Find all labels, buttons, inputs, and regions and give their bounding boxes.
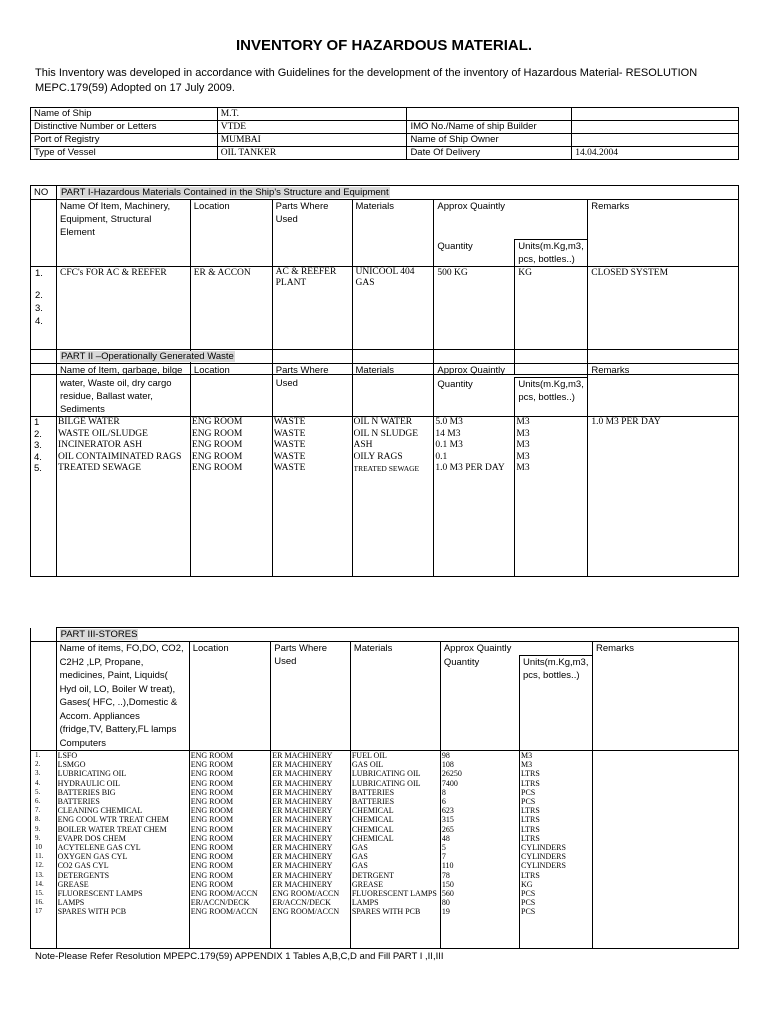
material: GREASE [351, 879, 383, 889]
row-number: 3. [35, 303, 43, 314]
quantity: 150 [441, 879, 454, 889]
location: ENG ROOM [191, 417, 243, 427]
part2-materials [352, 417, 434, 577]
unit: LTRS [521, 778, 540, 788]
unit: LTRS [521, 870, 540, 880]
ship-info-table [30, 107, 739, 160]
part2-header-location: Location [190, 364, 272, 417]
location: ENG ROOM [190, 833, 234, 843]
part1-header-location: Location [190, 200, 272, 267]
remark: 1.0 M3 PER DAY [591, 417, 661, 427]
material: DETRGENT [351, 870, 395, 880]
location: ENG ROOM [190, 806, 234, 816]
quantity: 560 [441, 889, 454, 899]
row-number: 13. [35, 870, 44, 879]
parts-used: WASTE [273, 440, 306, 450]
quantity: 26250 [441, 769, 462, 779]
item-name: BOILER WATER TREAT CHEM [57, 824, 167, 834]
location: ENG ROOM [190, 843, 234, 853]
parts-used: ER MACHINERY [272, 797, 333, 807]
part1-header-materials: Materials [352, 200, 434, 267]
parts-used: ER MACHINERY [272, 751, 333, 760]
location: ENG ROOM/ACCN [190, 907, 258, 917]
part1-table [30, 185, 739, 375]
location: ENG ROOM [190, 815, 234, 825]
part2-table [30, 349, 739, 577]
row-number: 3. [34, 440, 42, 451]
part3-materials [350, 751, 440, 949]
part3-title: PART III-STORES [60, 629, 138, 640]
part1-location: ER & ACCON [190, 267, 272, 375]
material: GAS [351, 852, 368, 862]
material: ASH [353, 440, 373, 450]
part3-parts [271, 751, 351, 949]
unit: M3 [521, 751, 533, 760]
row-number: 14. [35, 879, 44, 888]
part3-header-approx: Approx Quaintly [440, 642, 592, 656]
parts-used: ER MACHINERY [272, 870, 333, 880]
part1-header-units: Units(m.Kg,m3, pcs, bottles..) [515, 240, 588, 267]
location: ENG ROOM [190, 769, 234, 779]
part3-header-remarks: Remarks [592, 642, 738, 751]
quantity: 108 [441, 760, 454, 770]
material: OIL N SLUDGE [353, 428, 419, 439]
quantity: 7400 [441, 778, 458, 788]
material: LUBRICATING OIL [351, 769, 421, 779]
row-number: 3. [35, 769, 41, 778]
material: CHEMICAL [351, 815, 394, 825]
item-name: HYDRAULIC OIL [57, 778, 120, 788]
parts-used: ER MACHINERY [272, 843, 333, 853]
quantity: 315 [441, 815, 454, 825]
parts-used: ER/ACCN/DECK [272, 898, 331, 908]
location: ENG ROOM [190, 751, 234, 760]
item-name: CLEANING CHEMICAL [57, 806, 143, 816]
quantity: 8 [441, 787, 446, 797]
imo-value [572, 121, 739, 134]
quantity: 19 [441, 907, 450, 917]
row-number: 1 [34, 417, 40, 428]
row-number: 9. [35, 833, 41, 842]
parts-used: ER MACHINERY [272, 879, 333, 889]
parts-used: ENG ROOM/ACCN [272, 889, 340, 899]
part1-units: KG [515, 267, 588, 375]
unit: M3 [516, 440, 530, 450]
part3-header-quantity: Quantity [440, 656, 519, 751]
unit: KG [521, 879, 533, 889]
quantity: 0.1 M3 [435, 440, 463, 450]
unit: CYLINDERS [521, 843, 566, 853]
parts-used: ER MACHINERY [272, 824, 333, 834]
parts-used: ER MACHINERY [272, 778, 333, 788]
material: CHEMICAL [351, 833, 394, 843]
material: GAS OIL [351, 760, 384, 770]
item-name: LAMPS [57, 898, 85, 908]
material: OILY RAGS [353, 451, 403, 462]
item-name: BILGE WATER [57, 417, 120, 427]
item-name: OXYGEN GAS CYL [57, 852, 128, 862]
parts-used: ER MACHINERY [272, 815, 333, 825]
row-number: 11. [35, 852, 44, 861]
unit: LTRS [521, 815, 540, 825]
imo-label: IMO No./Name of ship Builder [407, 121, 572, 134]
part1-item-name: CFC's FOR AC & REEFER [56, 267, 190, 375]
part2-numbers [31, 417, 57, 577]
part2-parts [272, 417, 352, 577]
ship-name-value: M.T. [217, 108, 407, 121]
part3-header-materials: Materials [350, 642, 440, 751]
part2-header-parts: Parts Where Used [272, 364, 352, 417]
blank-cell [31, 200, 57, 267]
parts-used: ENG ROOM/ACCN [272, 907, 340, 917]
parts-used: ER MACHINERY [272, 787, 333, 797]
row-number: 1. [35, 268, 43, 279]
part1-remarks: CLOSED SYSTEM [588, 267, 739, 375]
part1-header-approx: Approx Quaintly [434, 200, 588, 240]
row-number: 2. [34, 428, 42, 440]
part2-header-approx: Approx Quaintly [434, 364, 588, 378]
unit: M3 [516, 451, 530, 462]
row-number: 9. [35, 824, 41, 833]
part3-title-cell [56, 628, 738, 642]
unit: LTRS [521, 824, 540, 834]
ship-owner-label: Name of Ship Owner [407, 134, 572, 147]
blank-cell [572, 108, 739, 121]
location: ENG ROOM [190, 870, 234, 880]
delivery-date-label: Date Of Delivery [407, 147, 572, 160]
item-name: WASTE OIL/SLUDGE [57, 428, 148, 439]
unit: M3 [516, 463, 530, 473]
material: LAMPS [351, 898, 379, 908]
quantity: 7 [441, 852, 446, 862]
unit: CYLINDERS [521, 852, 566, 862]
part2-remarks [588, 417, 739, 577]
material: CHEMICAL [351, 824, 394, 834]
parts-used: ER MACHINERY [272, 852, 333, 862]
part1-parts: AC & REEFER PLANT [272, 267, 352, 375]
row-number: 2. [35, 760, 41, 769]
row-number: 15. [35, 889, 44, 898]
blank-cell [31, 628, 57, 642]
row-number: 5. [35, 787, 41, 796]
item-name: GREASE [57, 879, 89, 889]
location: ENG ROOM [190, 797, 234, 807]
part3-header-name: Name of items, FO,DO, CO2, C2H2 ,LP, Propane, medicines, Paint, Liquids( Hyd oil, LO, Boiler W treat), Gases( HFC, ..),Domestic & Accom. Appliances (fridge,TV, Battery,FL lamps Computers [56, 642, 189, 751]
material: TREATED SEWAGE [353, 464, 420, 473]
quantity: 1.0 M3 PER DAY [435, 463, 505, 473]
row-number: 4. [34, 451, 42, 463]
quantity: 5 [441, 843, 446, 853]
part3-table [30, 627, 739, 949]
row-number: 2. [35, 290, 43, 301]
location: ER/ACCN/DECK [190, 898, 250, 908]
row-number: 12. [35, 861, 44, 870]
parts-used: WASTE [273, 451, 306, 462]
unit: PCS [521, 889, 536, 899]
quantity: 6 [441, 797, 446, 807]
row-number: 1. [35, 751, 41, 759]
item-name: INCINERATOR ASH [57, 440, 142, 450]
material: GAS [351, 843, 368, 853]
blank-cell [407, 108, 572, 121]
location: ENG ROOM [190, 760, 234, 770]
location: ENG ROOM [190, 879, 234, 889]
parts-used: WASTE [273, 463, 306, 473]
item-name: BATTERIES BIG [57, 787, 116, 797]
part2-quantities [434, 417, 515, 577]
location: ENG ROOM [191, 451, 243, 462]
part3-quantities [440, 751, 519, 949]
row-number: 6. [35, 797, 41, 806]
part3-header-parts: Parts Where Used [271, 642, 351, 751]
unit: CYLINDERS [521, 861, 566, 871]
row-number: 17 [35, 907, 42, 916]
row-number: 4. [35, 778, 41, 787]
unit: PCS [521, 898, 536, 908]
parts-used: WASTE [273, 417, 306, 427]
quantity: 98 [441, 751, 450, 760]
unit: M3 [521, 760, 533, 770]
item-name: LSMGO [57, 760, 86, 770]
parts-used: ER MACHINERY [272, 833, 333, 843]
location: ENG ROOM [190, 861, 234, 871]
quantity: 78 [441, 870, 450, 880]
part2-units [515, 417, 588, 577]
item-name: CO2 GAS CYL [57, 861, 109, 871]
quantity: 5.0 M3 [435, 417, 463, 427]
ship-name-label: Name of Ship [31, 108, 218, 121]
item-name: FLUORESCENT LAMPS [57, 889, 143, 899]
quantity: 623 [441, 806, 454, 816]
part2-title-cell [56, 350, 738, 364]
location: ENG ROOM/ACCN [190, 889, 258, 899]
parts-used: WASTE [273, 428, 306, 439]
item-name: SPARES WITH PCB [57, 907, 127, 917]
unit: PCS [521, 797, 536, 807]
distinctive-number-value: VTDE [217, 121, 407, 134]
vessel-type-value: OIL TANKER [217, 147, 407, 160]
item-name: LSFO [57, 751, 78, 760]
footer-note: Note-Please Refer Resolution MPEPC.179(59) APPENDIX 1 Tables A,B,C,D and Fill PART I ,II,III [35, 951, 444, 962]
item-name: EVAPR DOS CHEM [57, 833, 126, 843]
quantity: 48 [441, 833, 450, 843]
row-number: 7. [35, 806, 41, 815]
parts-used: ER MACHINERY [272, 769, 333, 779]
material: SPARES WITH PCB [351, 907, 421, 917]
location: ENG ROOM [191, 440, 243, 450]
location: ENG ROOM [190, 778, 234, 788]
part1-quantity: 500 KG [434, 267, 515, 375]
port-registry-label: Port of Registry [31, 134, 218, 147]
quantity: 80 [441, 898, 450, 908]
material: CHEMICAL [351, 806, 394, 816]
item-name: TREATED SEWAGE [57, 463, 142, 473]
material: LUBRICATING OIL [351, 778, 421, 788]
part3-numbers [31, 751, 57, 949]
location: ENG ROOM [190, 787, 234, 797]
part2-header-quantity: Quantity [434, 378, 515, 417]
item-name: OIL CONTAIMINATED RAGS [57, 451, 182, 462]
location: ENG ROOM [190, 852, 234, 862]
unit: PCS [521, 907, 536, 917]
part2-header-remarks: Remarks [588, 364, 739, 417]
material: OIL N WATER [353, 417, 413, 427]
parts-used: ER MACHINERY [272, 760, 333, 770]
material: BATTERIES [351, 797, 395, 807]
part1-header-remarks: Remarks [588, 200, 739, 267]
part3-locations [189, 751, 271, 949]
part3-header-units: Units(m.Kg,m3, pcs, bottles..) [520, 656, 593, 751]
quantity: 0.1 [435, 451, 448, 462]
item-name: BATTERIES [57, 797, 100, 807]
part1-materials: UNICOOL 404 GAS [352, 267, 434, 375]
part1-header-name: Name Of Item, Machinery, Equipment, Structural Element [56, 200, 190, 267]
delivery-date-value: 14.04.2004 [572, 147, 739, 160]
material: FUEL OIL [351, 751, 387, 760]
blank-cell [31, 350, 57, 364]
part1-no-label: NO [31, 186, 57, 200]
parts-used: ER MACHINERY [272, 861, 333, 871]
part2-title: PART II –Operationally Generated Waste [60, 351, 234, 362]
vessel-type-label: Type of Vessel [31, 147, 218, 160]
row-number: 4. [35, 316, 43, 327]
item-name: DETERGENTS [57, 870, 110, 880]
part2-locations [190, 417, 272, 577]
row-number: 16. [35, 898, 44, 907]
item-name: LUBRICATING OIL [57, 769, 127, 779]
row-number: 10 [35, 843, 42, 852]
quantity: 14 M3 [435, 428, 461, 439]
part1-title: PART I-Hazardous Materials Contained in the Ship's Structure and Equipment [60, 187, 389, 198]
material: BATTERIES [351, 787, 395, 797]
item-name: ENG COOL WTR TREAT CHEM [57, 815, 169, 825]
location: ENG ROOM [191, 428, 243, 439]
part1-title-cell [56, 186, 738, 200]
part3-header-location: Location [189, 642, 271, 751]
blank-cell [31, 642, 57, 751]
part1-header-quantity: Quantity [434, 240, 515, 267]
part2-header-units: Units(m.Kg,m3, pcs, bottles..) [515, 378, 588, 417]
unit: LTRS [521, 769, 540, 779]
part2-header-materials: Materials [352, 364, 434, 417]
quantity: 265 [441, 824, 454, 834]
parts-used: ER MACHINERY [272, 806, 333, 816]
document-title: INVENTORY OF HAZARDOUS MATERIAL. [235, 37, 533, 54]
part3-units [520, 751, 593, 949]
distinctive-number-label: Distinctive Number or Letters [31, 121, 218, 134]
material: FLUORESCENT LAMPS [351, 889, 437, 899]
blank-cell [31, 364, 57, 417]
location: ENG ROOM [190, 824, 234, 834]
part2-header-name: Name of Item, garbage, bilge water, Waste oil, dry cargo residue, Ballast water, Sediments [56, 364, 190, 417]
unit: M3 [516, 428, 530, 439]
part2-item-names [56, 417, 190, 577]
item-name: ACYTELENE GAS CYL [57, 843, 141, 853]
intro-paragraph: This Inventory was developed in accordance with Guidelines for the development of the inventory of Hazardous Material- RESOLUTION MEPC.179(59) Adopted on 17 July 2009. [35, 67, 698, 94]
quantity: 110 [441, 861, 454, 871]
location: ENG ROOM [191, 463, 243, 473]
unit: PCS [521, 787, 536, 797]
part3-remarks [592, 751, 738, 949]
part3-item-names [56, 751, 189, 949]
unit: M3 [516, 417, 530, 427]
row-number: 8. [35, 815, 41, 824]
unit: LTRS [521, 833, 540, 843]
material: GAS [351, 861, 368, 871]
ship-owner-value [572, 134, 739, 147]
part1-header-parts: Parts Where Used [272, 200, 352, 267]
row-number: 5. [34, 463, 42, 474]
port-registry-value: MUMBAI [217, 134, 407, 147]
unit: LTRS [521, 806, 540, 816]
